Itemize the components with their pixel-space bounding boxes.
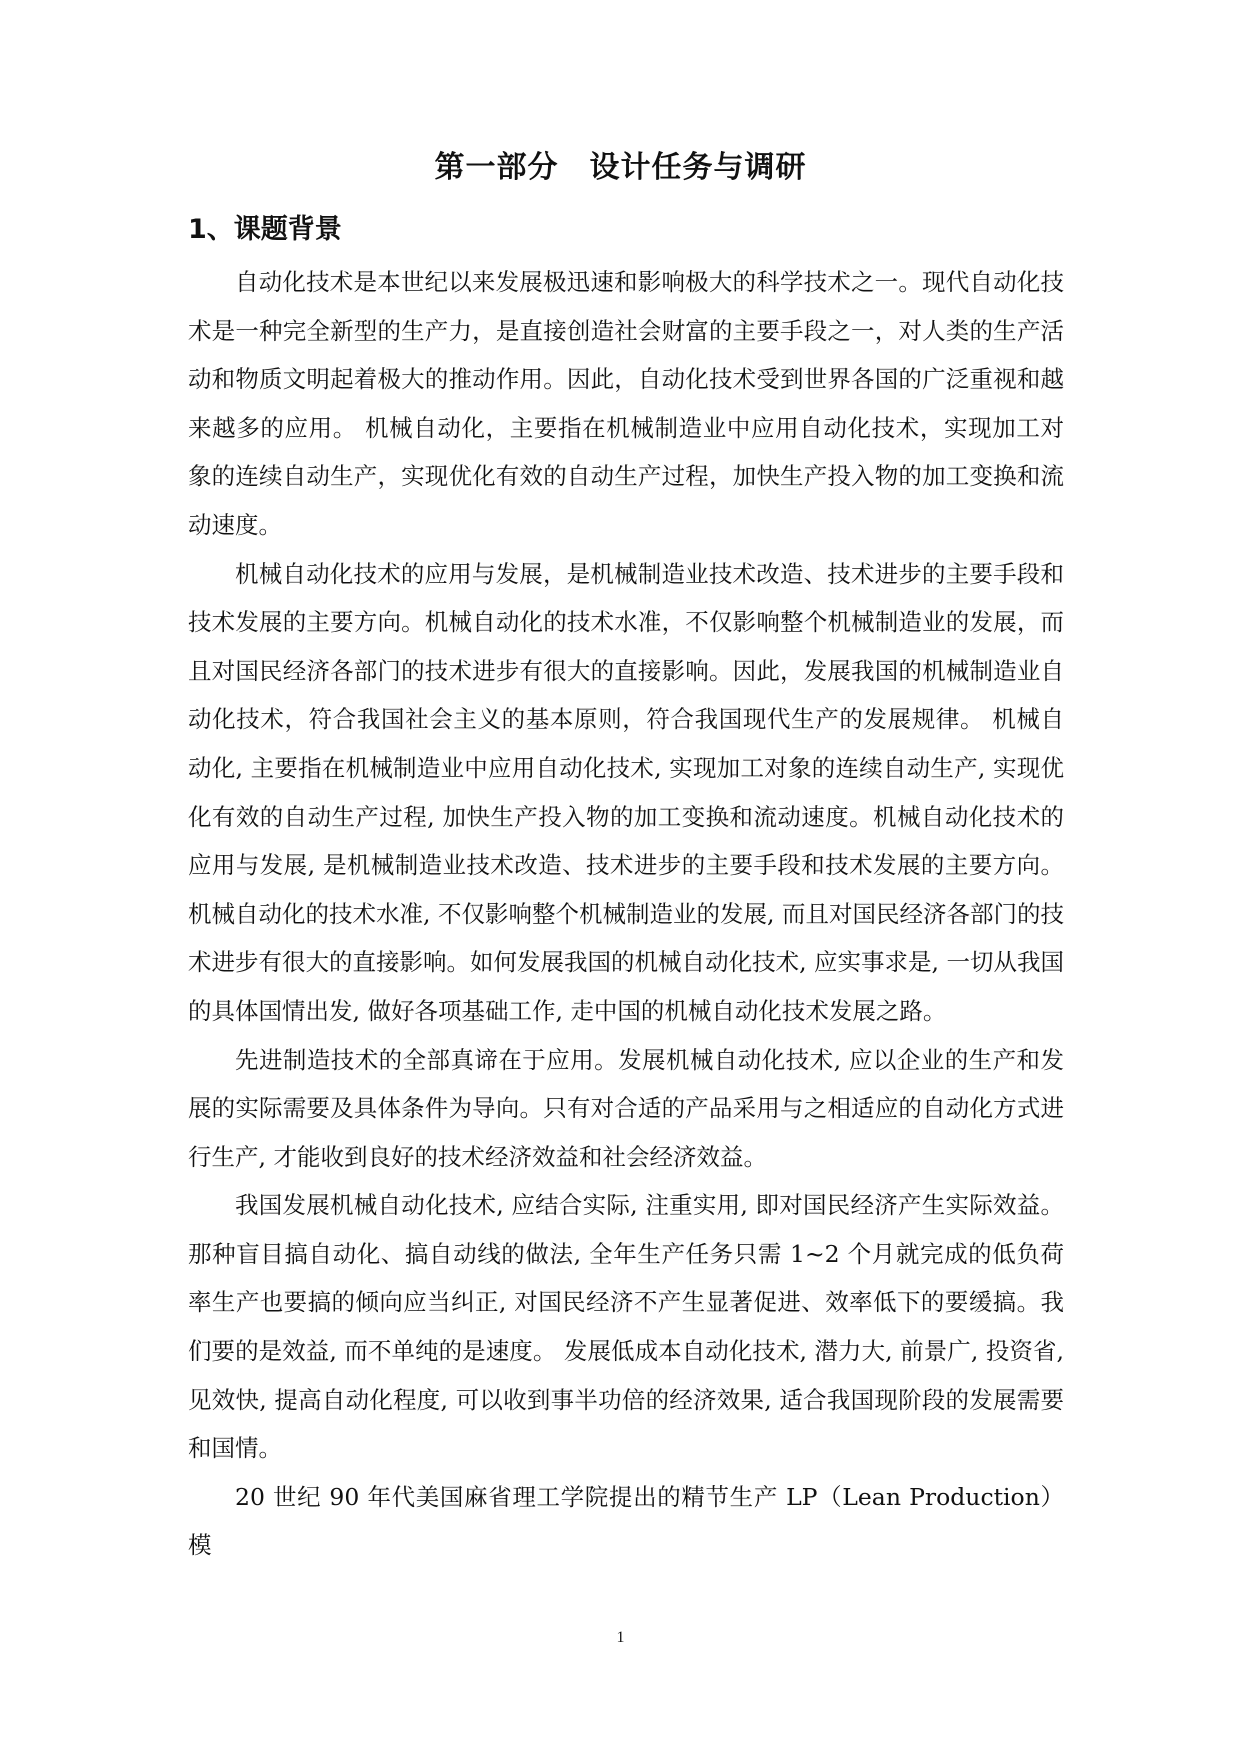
paragraph-4: 我国发展机械自动化技术, 应结合实际, 注重实用, 即对国民经济产生实际效益。那种盲目搞自动化、搞自动线的做法, 全年生产任务只需 1~2 个月就完成的低负荷率生产也要搞的倾向应当纠正, 对国民经济不产生显著促进、效率低下的要缓搞。我们要的是效益, 而不单纯的是速度。 发展低成本自动化技术, 潜力大, 前景广, 投资省, 见效快, 提高自动化程度, 可以收到事半功倍的经济效果, 适合我国现阶段的发展需要和国情。: [188, 1191, 1064, 1463]
paragraph-5: 20 世纪 90 年代美国麻省理工学院提出的精节生产 LP（Lean Production）模: [188, 1482, 1064, 1560]
paragraph-3: 先进制造技术的全部真谛在于应用。发展机械自动化技术, 应以企业的生产和发展的实际需要及具体条件为导向。只有对合适的产品采用与之相适应的自动化方式进行生产, 才能收到良好的技术经济效益和社会经济效益。: [188, 1045, 1064, 1171]
section-title: 1、课题背景: [188, 214, 342, 245]
paragraph-1: 自动化技术是本世纪以来发展极迅速和影响极大的科学技术之一。现代自动化技术是一种完全新型的生产力，是直接创造社会财富的主要手段之一，对人类的生产活动和物质文明起着极大的推动作用。因此，自动化技术受到世界各国的广泛重视和越来越多的应用。 机械自动化，主要指在机械制造业中应用自动化技术，实现加工对象的连续自动生产，实现优化有效的自动生产过程，加快生产投入物的加工变换和流动速度。: [188, 268, 1064, 539]
paragraph-2: 机械自动化技术的应用与发展，是机械制造业技术改造、技术进步的主要手段和技术发展的主要方向。机械自动化的技术水准，不仅影响整个机械制造业的发展，而且对国民经济各部门的技术进步有很大的直接影响。因此，发展我国的机械制造业自动化技术，符合我国社会主义的基本原则，符合我国现代生产的发展规律。 机械自动化, 主要指在机械制造业中应用自动化技术, 实现加工对象的连续自动生产, 实现优化有效的自动生产过程, 加快生产投入物的加工变换和流动速度。机械自动化技术的应用与发展, 是机械制造业技术改造、技术进步的主要手段和技术发展的主要方向。机械自动化的技术水准, 不仅影响整个机械制造业的发展, 而且对国民经济各部门的技术进步有很大的直接影响。如何发展我国的机械自动化技术, 应实事求是, 一切从我国的具体国情出发, 做好各项基础工作, 走中国的机械自动化技术发展之路。: [188, 559, 1064, 1025]
body-text: [188, 258, 1064, 1570]
chapter-title: 第一部分 设计任务与调研: [434, 150, 807, 185]
page-number: 1: [616, 1629, 625, 1646]
